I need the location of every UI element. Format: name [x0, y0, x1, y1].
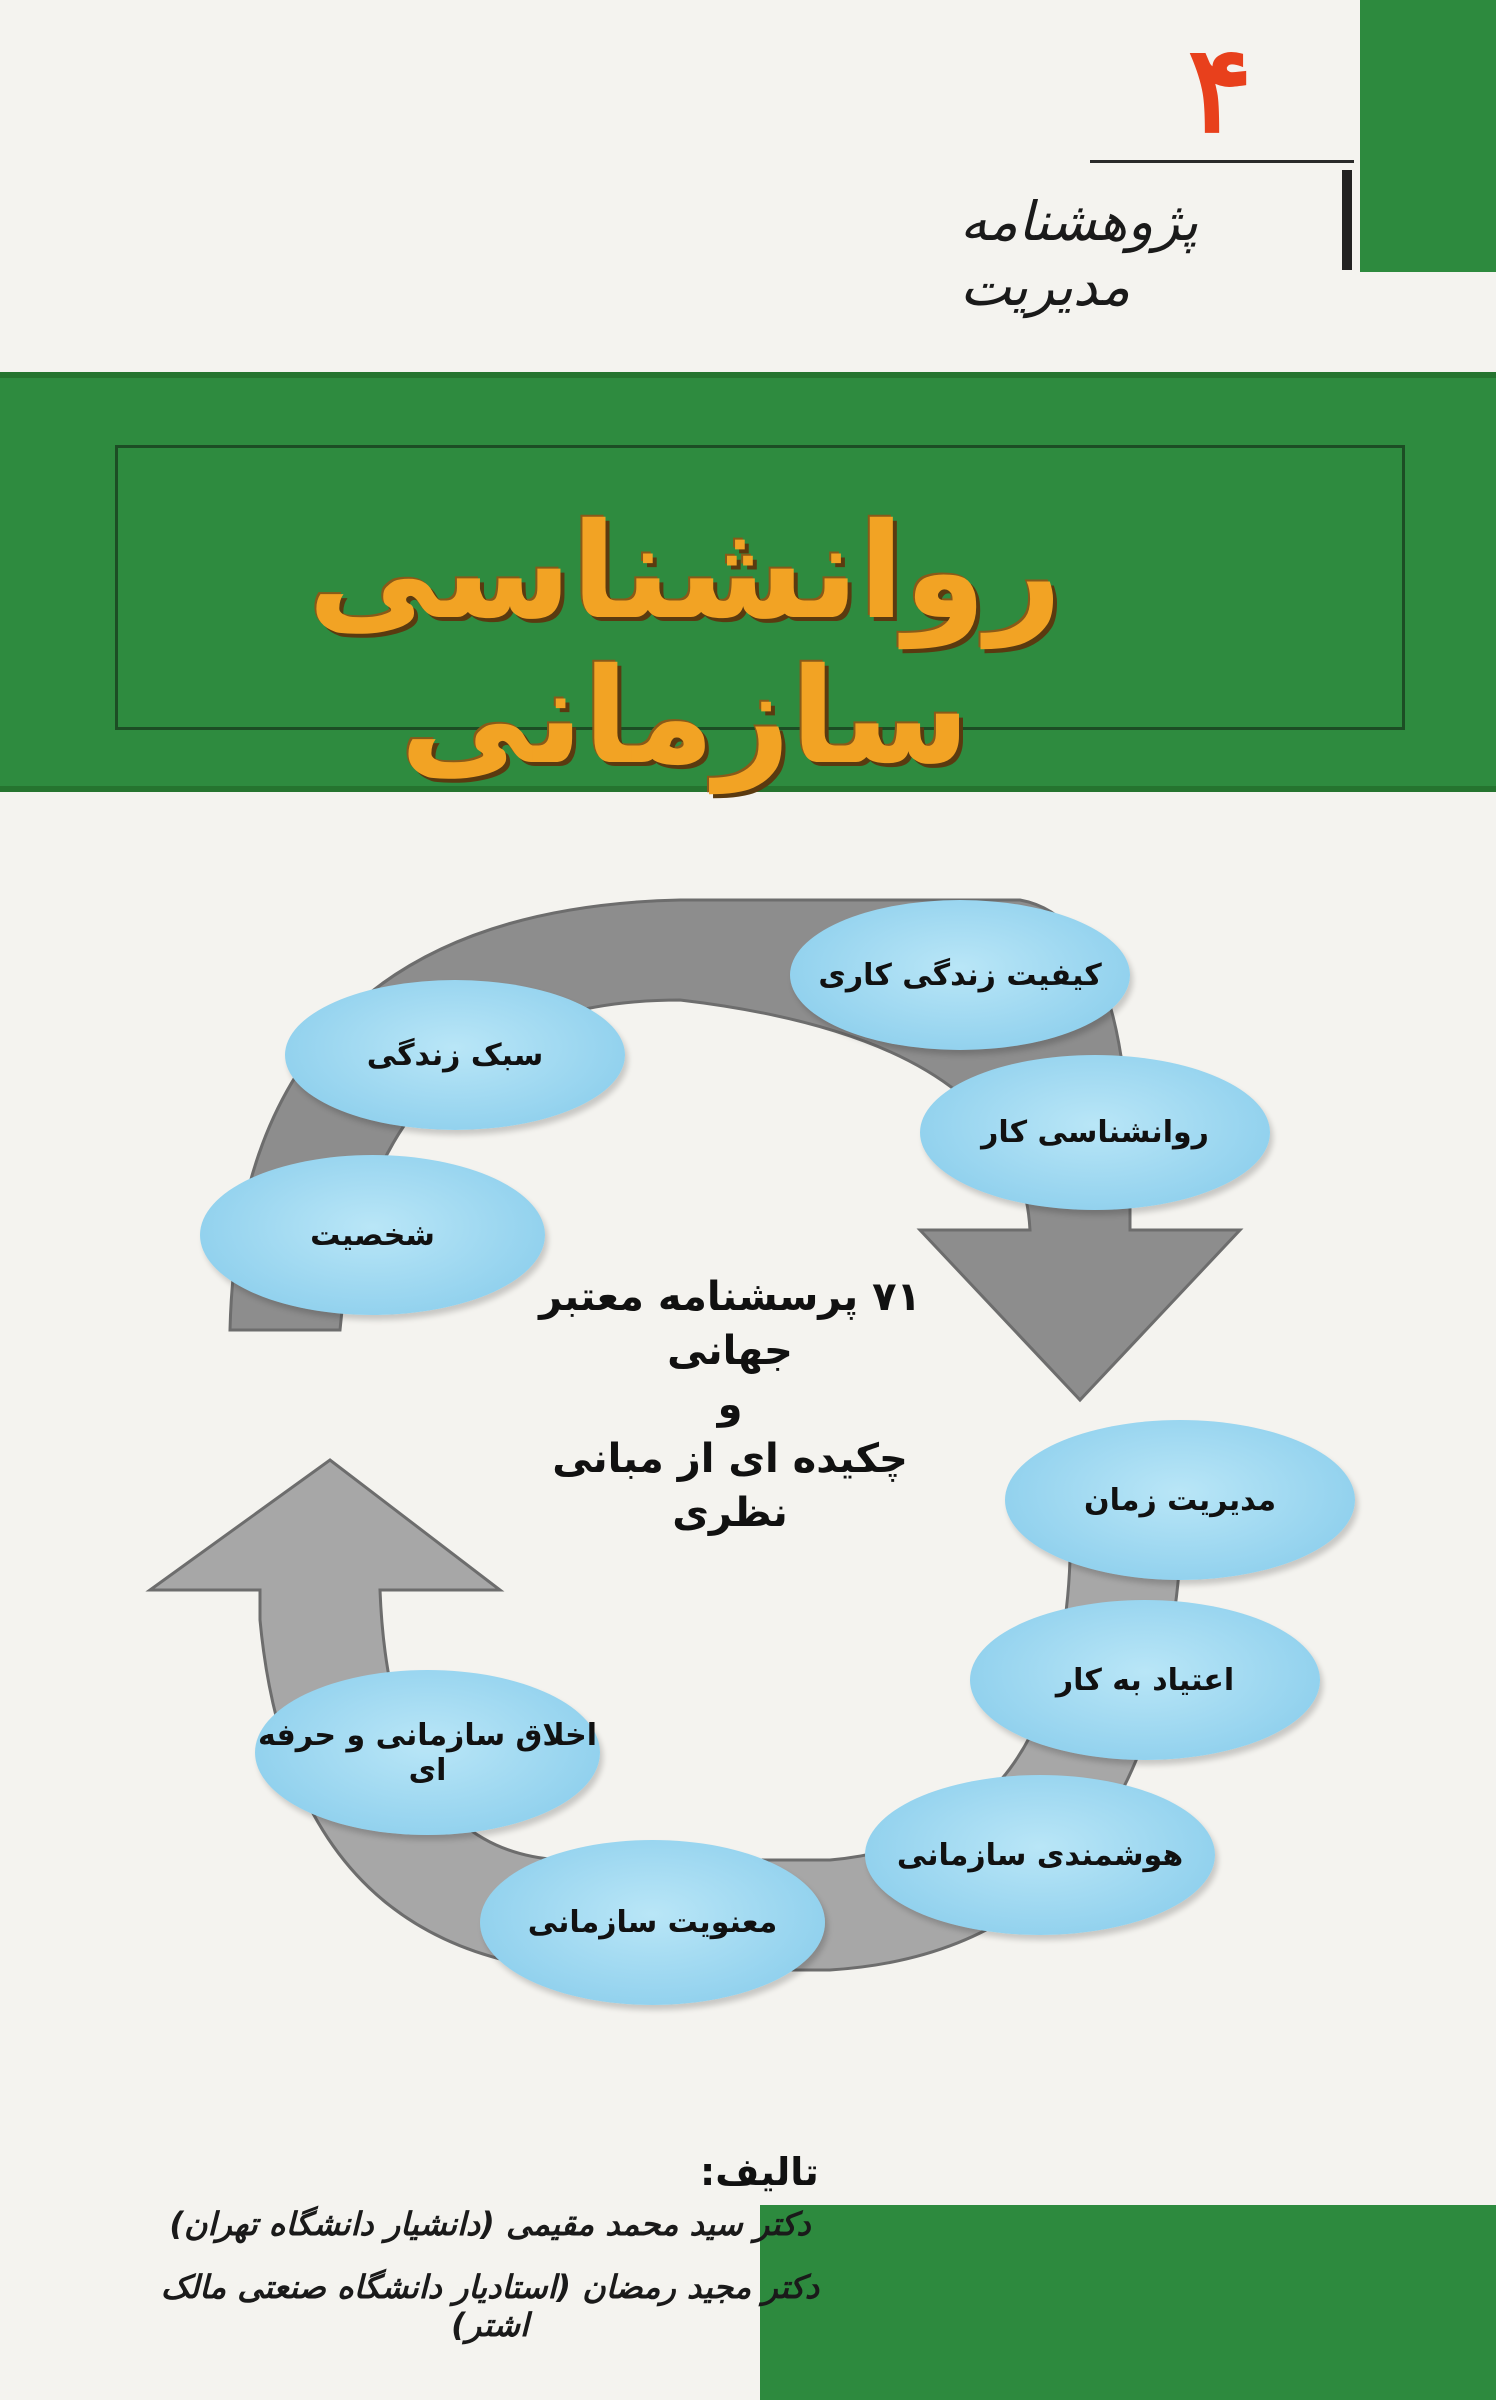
- topic-bubble: سبک زندگی: [285, 980, 625, 1130]
- book-title: روانشناسی سازمانی: [308, 495, 1062, 795]
- bottom-green-block: [760, 2205, 1496, 2400]
- center-line-3: چکیده ای از مبانی نظری: [552, 1436, 908, 1536]
- author-name: دکتر مجید رمضان (استادیار دانشگاه صنعتی مالک اشتر): [160, 2268, 820, 2344]
- author-name: دکتر سید محمد مقیمی (دانشیار دانشگاه تهران): [169, 2205, 811, 2243]
- series-number: ۴: [1187, 19, 1253, 160]
- topic-bubble: روانشناسی کار: [920, 1055, 1270, 1210]
- topic-bubble: اعتیاد به کار: [970, 1600, 1320, 1760]
- top-green-block: [1360, 0, 1496, 272]
- topic-bubble: معنویت سازمانی: [480, 1840, 825, 2005]
- authors-label: تالیف:: [700, 2150, 819, 2194]
- topic-bubble: هوشمندی سازمانی: [865, 1775, 1215, 1935]
- center-line-2: و: [717, 1382, 743, 1428]
- topic-bubble: شخصیت: [200, 1155, 545, 1315]
- topic-bubble: مدیریت زمان: [1005, 1420, 1355, 1580]
- center-line-1: ۷۱ پرسشنامه معتبر جهانی: [539, 1274, 921, 1374]
- series-bar: [1342, 170, 1352, 270]
- series-name: پژوهشنامه مدیریت: [960, 190, 1199, 318]
- series-rule: [1090, 160, 1354, 163]
- center-text: [500, 1270, 960, 1540]
- topic-bubble: اخلاق سازمانی و حرفه ای: [255, 1670, 600, 1835]
- topic-bubble: کیفیت زندگی کاری: [790, 900, 1130, 1050]
